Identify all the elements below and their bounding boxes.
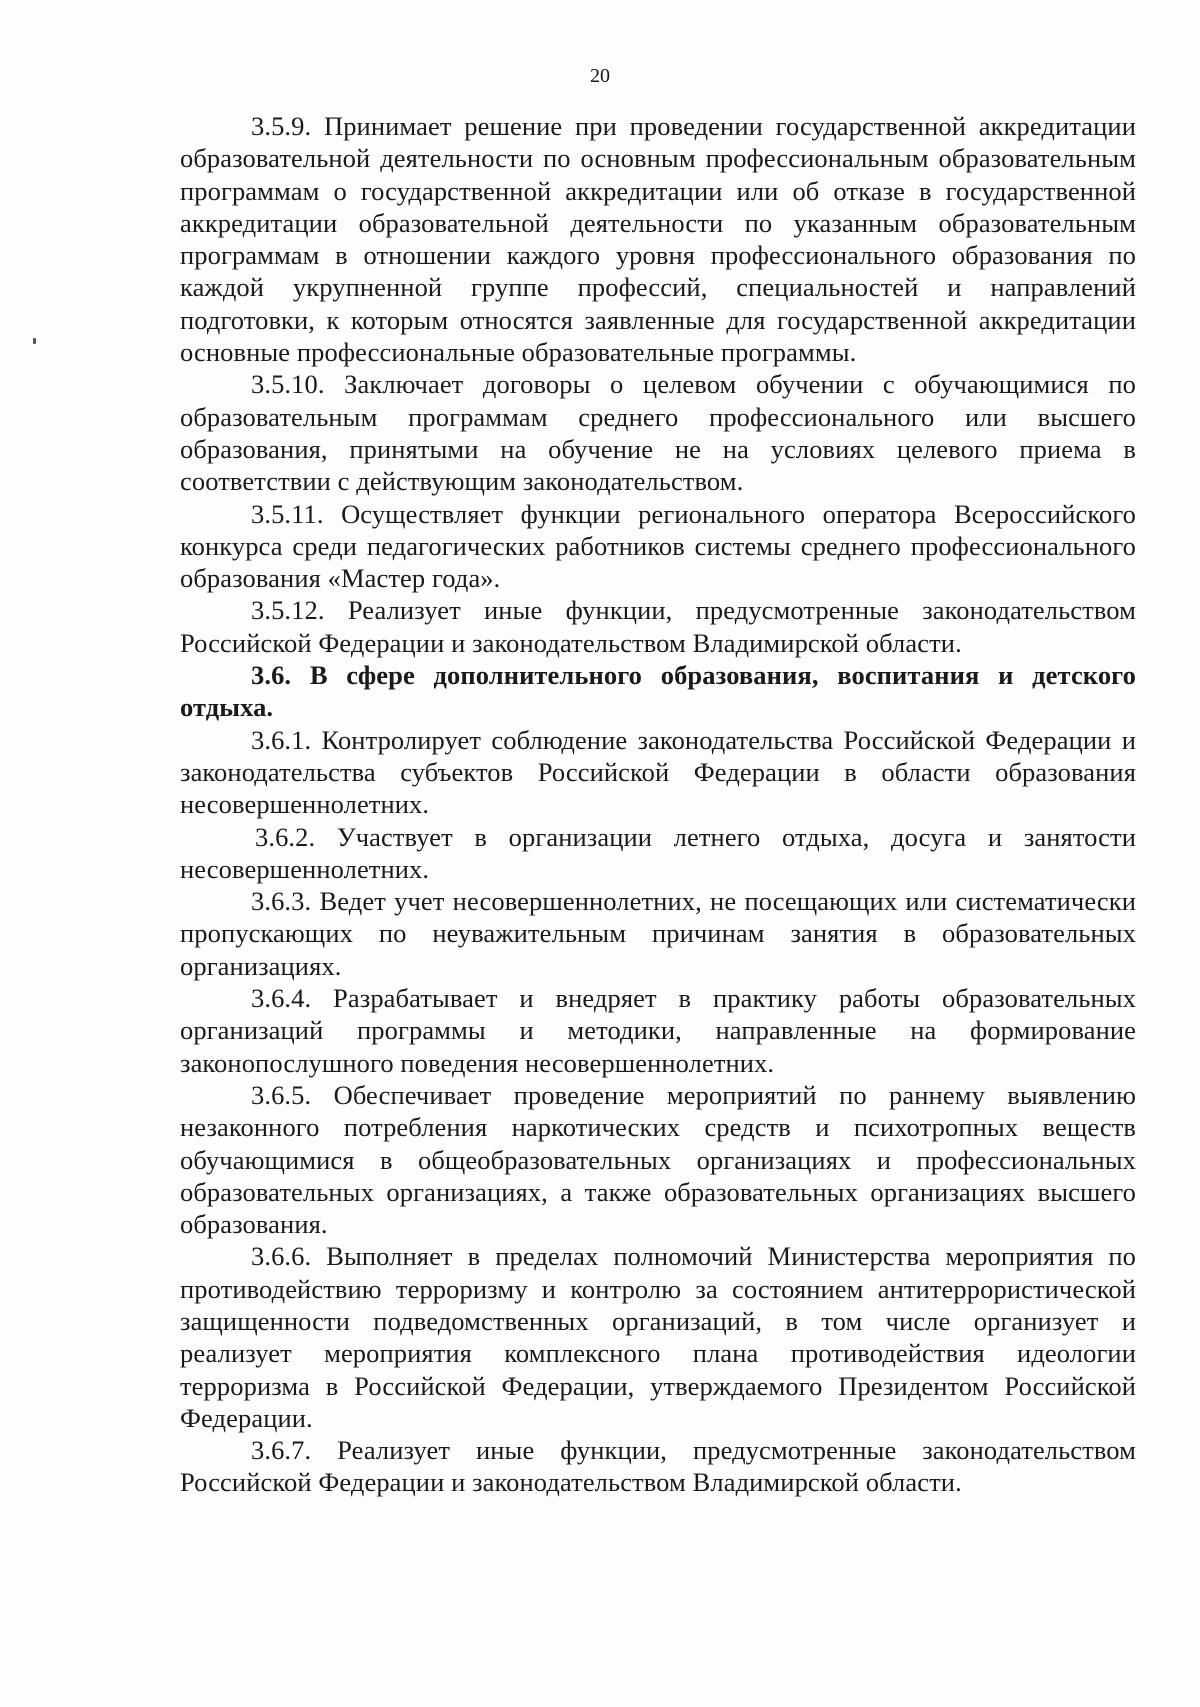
paragraph-3-5-12: 3.5.12. Реализует иные функции, предусмотренные законодательством Российской Федерации и законодательством Владимирской области. (180, 595, 1136, 658)
paragraph-3-6-7: 3.6.7. Реализует иные функции, предусмотренные законодательством Российской Федерации и законодательством Владимирской области. (180, 1435, 1136, 1498)
scan-artifact (33, 338, 36, 344)
document-body (180, 110, 1136, 1499)
paragraph-3-6-3: 3.6.3. Ведет учет несовершеннолетних, не посещающих или систематически пропускающих по неуважительным причинам занятия в образовательных организациях. (180, 886, 1136, 981)
paragraph-3-6-4: 3.6.4. Разрабатывает и внедряет в практику работы образовательных организаций программы и методики, направленные на формирование законопослушного поведения несовершеннолетних. (180, 983, 1136, 1078)
paragraph-3-6-6: 3.6.6. Выполняет в пределах полномочий Министерства мероприятия по противодействию терроризму и контролю за состоянием антитеррористической защищенности подведомственных организаций, в том числе организует и реализует мероприятия комплексного плана противодействия идеологии терроризма в Российской Федерации, утверждаемого Президентом Российской Федерации. (180, 1241, 1136, 1433)
paragraph-3-5-9: 3.5.9. Принимает решение при проведении государственной аккредитации образовательной деятельности по основным профессиональным образовательным программам о государственной аккредитации или об отказе в государственной аккредитации образовательной деятельности по указанным образовательным программам в отношении каждого уровня профессионального образования по каждой укрупненной группе профессий, специальностей и направлений подготовки, к которым относятся заявленные для государственной аккредитации основные профессиональные образовательные программы. (180, 111, 1136, 368)
page-number: 20 (590, 65, 610, 87)
paragraph-3-6-1: 3.6.1. Контролирует соблюдение законодательства Российской Федерации и законодательства субъектов Российской Федерации в области образования несовершеннолетних. (180, 724, 1136, 820)
paragraph-3-6-2: 3.6.2. Участвует в организации летнего отдыха, досуга и занятости несовершеннолетних. (180, 821, 1136, 884)
paragraph-3-5-11: 3.5.11. Осуществляет функции регионального оператора Всероссийского конкурса среди педагогических работников системы среднего профессионального образования «Мастер года». (180, 498, 1136, 594)
paragraph-3-6-5: 3.6.5. Обеспечивает проведение мероприятий по раннему выявлению незаконного потребления наркотических средств и психотропных веществ обучающимися в общеобразовательных организациях и профессиональных образовательных организациях, а также образовательных организациях высшего образования. (180, 1079, 1136, 1240)
paragraph-3-5-10: 3.5.10. Заключает договоры о целевом обучении с обучающимися по образовательным программам среднего профессионального или высшего образования, принятыми на обучение не на условиях целевого приема в соответствии с действующим законодательством. (180, 369, 1136, 497)
section-heading-3-6: 3.6. В сфере дополнительного образования, воспитания и детского отдыха. (180, 660, 1136, 723)
